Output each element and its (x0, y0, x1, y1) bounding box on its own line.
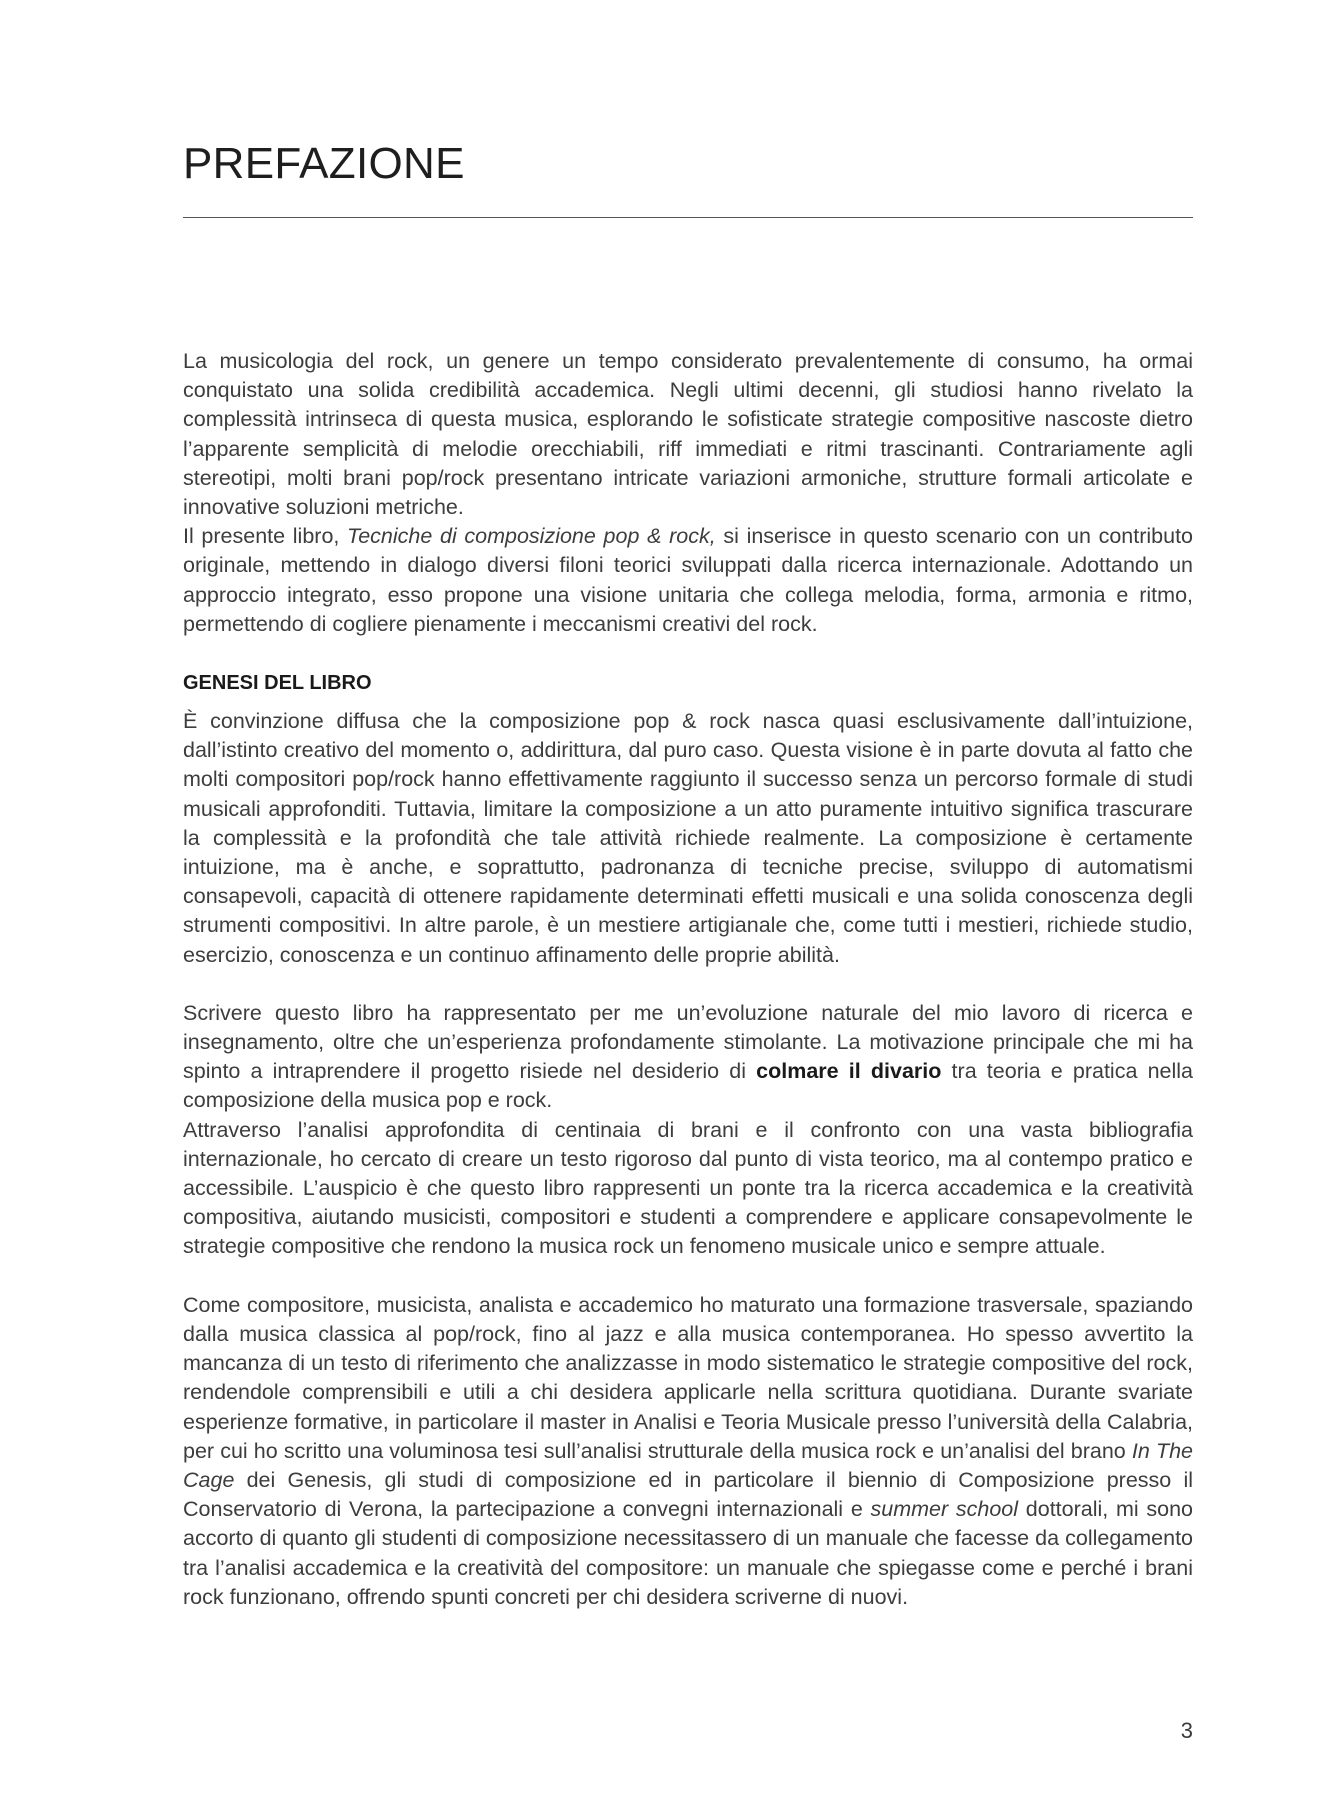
section-paragraph-4 (183, 1291, 1193, 1612)
section-paragraph-3: Attraverso l’analisi approfondita di centinaia di brani e il confronto con una vasta bibliografia internazionale, ho cercato di creare un testo rigoroso dal punto di vista teorico, ma al contempo pratico e accessibile. L’auspicio è che questo libro rappresenti un ponte tra la ricerca accademica e la creatività compositiva, aiutando musicisti, compositori e studenti a comprendere e applicare consapevolmente le strategie compositive che rendono la musica rock un fenomeno musicale unico e sempre attuale. (183, 1117, 1193, 1259)
section-paragraph-2 (183, 999, 1193, 1116)
intro-paragraph-1: La musicologia del rock, un genere un tempo considerato prevalentemente di consumo, ha ormai conquistato una solida credibilità accademica. Negli ultimi decenni, gli studiosi hanno rivelato la complessità intrinseca di questa musica, esplorando le sofisticate strategie compositive nascoste dietro l’apparente semplicità di melodie orecchiabili, riff immediati e ritmi trascinanti. Contrariamente agli stereotipi, molti brani pop/rock presentano intricate variazioni armoniche, strutture formali articolate e innovative soluzioni metriche. (183, 349, 1193, 520)
page-number: 3 (1180, 1718, 1193, 1743)
song-title-italic: In The Cage (183, 1438, 1193, 1492)
book-title-italic: Tecniche di composizione pop & rock, (347, 524, 716, 549)
intro-p2-text-start: Il presente libro, (183, 524, 348, 549)
page-body (183, 347, 1193, 1612)
summer-school-italic: summer school (870, 1497, 1019, 1522)
section-p2-text-end: tra teoria e pratica nella composizione della musica pop e rock. (183, 1059, 1193, 1113)
section-p4-text-b: dei Genesis, gli studi di composizione ed in particolare il biennio di Composizione presso il Conservatorio di Verona, la partecipazione a convegni internazionali e (183, 1467, 1193, 1522)
title-divider (183, 217, 1193, 218)
section-p2-text-start: Scrivere questo libro ha rappresentato per me un’evoluzione naturale del mio lavoro di ricerca e insegnamento, oltre che un’esperienza profondamente stimolante. La motivazione principale che mi ha spinto a intraprendere il progetto risiede nel desiderio di (183, 1000, 1193, 1084)
section-paragraph-1: È convinzione diffusa che la composizione pop & rock nasca quasi esclusivamente dall’intuizione, dall’istinto creativo del momento o, addirittura, dal puro caso. Questa visione è in parte dovuta al fatto che molti compositori pop/rock hanno effettivamente raggiunto il successo senza un percorso formale di studi musicali approfonditi. Tuttavia, limitare la composizione a un atto puramente intuitivo significa trascurare la complessità e la profondità che tale attività richiede realmente. La composizione è certamente intuizione, ma è anche, e soprattutto, padronanza di tecniche precise, sviluppo di automatismi consapevoli, capacità di ottenere rapidamente determinati effetti musicali e una solida conoscenza degli strumenti compositivi. In altre parole, è un mestiere artigianale che, come tutti i mestieri, richiede studio, esercizio, conoscenza e un continuo affinamento delle proprie abilità. (183, 709, 1193, 967)
section-p4-text-a: Come compositore, musicista, analista e accademico ho maturato una formazione trasversale, spaziando dalla musica classica al pop/rock, fino al jazz e alla musica contemporanea. Ho spesso avvertito la mancanza di un testo di riferimento che analizzasse in modo sistematico le strategie compositive del rock, rendendole comprensibili e utili a chi desidera applicarle nella scrittura quotidiana. Durante svariate esperienze formative, in particolare il master in Analisi e Teoria Musicale presso l’università della Calabria, per cui ho scritto una voluminosa tesi sull’analisi strutturale della musica rock e un’analisi del brano (183, 1292, 1193, 1463)
section-heading: GENESI DEL LIBRO (183, 672, 372, 695)
section-p4-text-c: dottorali, mi sono accorto di quanto gli studenti di composizione necessitassero di un manuale che facesse da collegamento tra l’analisi accademica e la creatività del compositore: un manuale che spiegasse come e perché i brani rock funzionano, offrendo spunti concreti per chi desidera scriverne di nuovi. (183, 1497, 1194, 1609)
bold-phrase: colmare il divario (756, 1059, 942, 1084)
page-title: PREFAZIONE (183, 139, 465, 188)
intro-p2-text-end: si inserisce in questo scenario con un contributo originale, mettendo in dialogo diversi filoni teorici sviluppati dalla ricerca internazionale. Adottando un approccio integrato, esso propone una visione unitaria che collega melodia, forma, armonia e ritmo, permettendo di cogliere pienamente i meccanismi creativi del rock. (183, 524, 1193, 636)
intro-paragraph-2 (183, 522, 1193, 639)
